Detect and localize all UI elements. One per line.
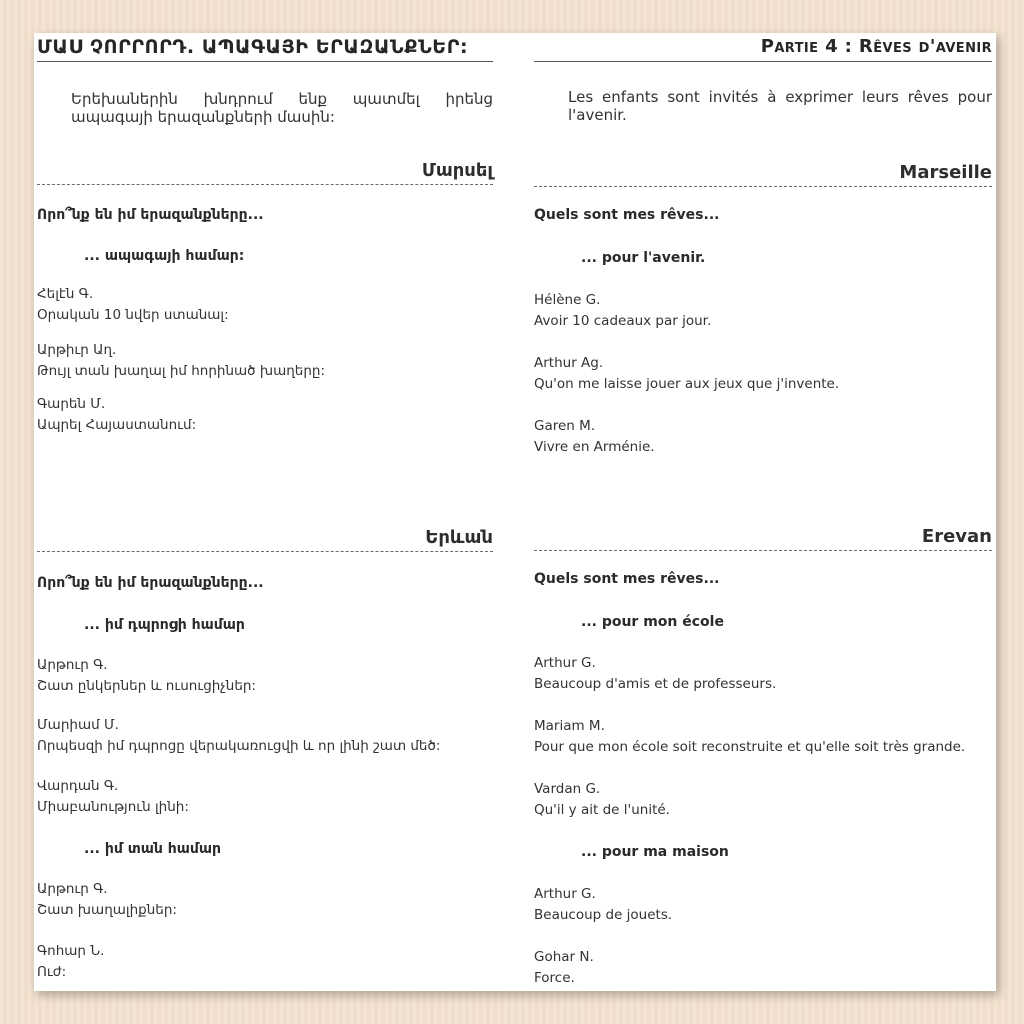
section-divider xyxy=(37,551,493,552)
subsection-label: ... pour l'avenir. xyxy=(581,250,706,266)
child-name: Գարեն Մ. xyxy=(37,396,106,412)
dreams-question: Quels sont mes rêves... xyxy=(534,207,720,223)
dream-entry xyxy=(534,353,839,395)
child-name: Արթուր Գ. xyxy=(37,881,108,897)
child-name: Vardan G. xyxy=(534,781,601,797)
dream-entry xyxy=(37,715,440,757)
dream-entry xyxy=(37,941,104,983)
city-heading-marseille: Marseille xyxy=(899,162,992,183)
section-divider xyxy=(37,184,493,185)
dream-entry xyxy=(534,653,776,695)
dream-entry xyxy=(534,290,711,332)
dream-text: Ապրել Հայաստանում: xyxy=(37,417,197,433)
dream-entry xyxy=(37,284,229,326)
dream-entry xyxy=(534,416,655,458)
subsection-label: ... ապագայի համար: xyxy=(84,248,245,264)
intro-text-armenian: Երեխաներին խնդրում ենք պատմել իրենց ապագայի երազանքների մասին: xyxy=(71,90,493,126)
dream-text: Beaucoup d'amis et de professeurs. xyxy=(534,676,777,692)
dream-entry xyxy=(534,947,594,989)
part-title-french: Partie 4 : Rêves d'avenir xyxy=(760,36,992,57)
document-page xyxy=(34,33,996,991)
intro-text-french: Les enfants sont invités à exprimer leurs rêves pour l'avenir. xyxy=(568,88,992,124)
child-name: Garen M. xyxy=(534,418,596,434)
dream-entry xyxy=(37,655,256,697)
dream-text: Շատ խաղալիքներ: xyxy=(37,902,177,918)
child-name: Arthur G. xyxy=(534,655,596,671)
subsection-label: ... իմ դպրոցի համար xyxy=(84,617,245,633)
child-name: Հելէն Գ. xyxy=(37,286,94,302)
child-name: Arthur G. xyxy=(534,886,596,902)
section-divider xyxy=(534,550,992,551)
child-name: Hélène G. xyxy=(534,292,601,308)
dream-entry xyxy=(534,884,672,926)
subsection-label: ... pour mon école xyxy=(581,614,724,630)
subsection-label: ... իմ տան համար xyxy=(84,841,222,857)
dream-text: Միաբանություն լինի: xyxy=(37,799,189,815)
dream-text: Որպեսզի իմ դպրոցը վերակառուցվի և որ լինի շատ մեծ: xyxy=(37,738,441,754)
armenian-column xyxy=(37,33,493,991)
dream-text: Force. xyxy=(534,970,575,986)
child-name: Mariam M. xyxy=(534,718,605,734)
child-name: Arthur Ag. xyxy=(534,355,604,371)
section-divider xyxy=(534,186,992,187)
child-name: Գոհար Ն. xyxy=(37,943,105,959)
child-name: Արթուր Գ. xyxy=(37,657,108,673)
dream-entry xyxy=(534,716,965,758)
child-name: Gohar N. xyxy=(534,949,594,965)
child-name: Վարդան Գ. xyxy=(37,778,119,794)
french-column xyxy=(534,33,992,991)
dream-text: Vivre en Arménie. xyxy=(534,439,655,455)
dream-text: Շատ ընկերներ և ուսուցիչներ: xyxy=(37,678,256,694)
city-heading-yerevan-armenian: Երևան xyxy=(425,527,493,548)
dream-entry xyxy=(37,394,196,436)
city-heading-erevan: Erevan xyxy=(921,526,992,547)
dream-entry xyxy=(37,776,189,818)
child-name: Արթիւր Աղ. xyxy=(37,342,117,358)
title-underline xyxy=(37,61,493,62)
dream-text: Ուժ: xyxy=(37,964,67,980)
dreams-question: Quels sont mes rêves... xyxy=(534,571,720,587)
child-name: Մարիամ Մ. xyxy=(37,717,119,733)
city-heading-marseille-armenian: Մարսել xyxy=(421,160,493,181)
dream-text: Pour que mon école soit reconstruite et qu'elle soit très grande. xyxy=(534,739,966,755)
part-title-armenian: ՄԱՍ ՉՈՐՐՈՐԴ. ԱՊԱԳԱՅԻ ԵՐԱԶԱՆՔՆԵՐ: xyxy=(37,36,469,58)
dream-text: Qu'on me laisse jouer aux jeux que j'invente. xyxy=(534,376,840,392)
dream-text: Qu'il y ait de l'unité. xyxy=(534,802,670,818)
dream-entry xyxy=(534,779,670,821)
dream-entry xyxy=(37,879,177,921)
dream-entry xyxy=(37,340,325,382)
title-underline xyxy=(534,61,992,62)
dreams-question: Որո՞նք են իմ երազանքները... xyxy=(37,575,264,591)
dream-text: Avoir 10 cadeaux par jour. xyxy=(534,313,712,329)
dream-text: Beaucoup de jouets. xyxy=(534,907,673,923)
dream-text: Թույլ տան խաղալ իմ հորինած խաղերը: xyxy=(37,363,326,379)
dream-text: Օրական 10 նվեր ստանալ: xyxy=(37,307,229,323)
dreams-question: Որո՞նք են իմ երազանքները... xyxy=(37,207,264,223)
subsection-label: ... pour ma maison xyxy=(581,844,729,860)
